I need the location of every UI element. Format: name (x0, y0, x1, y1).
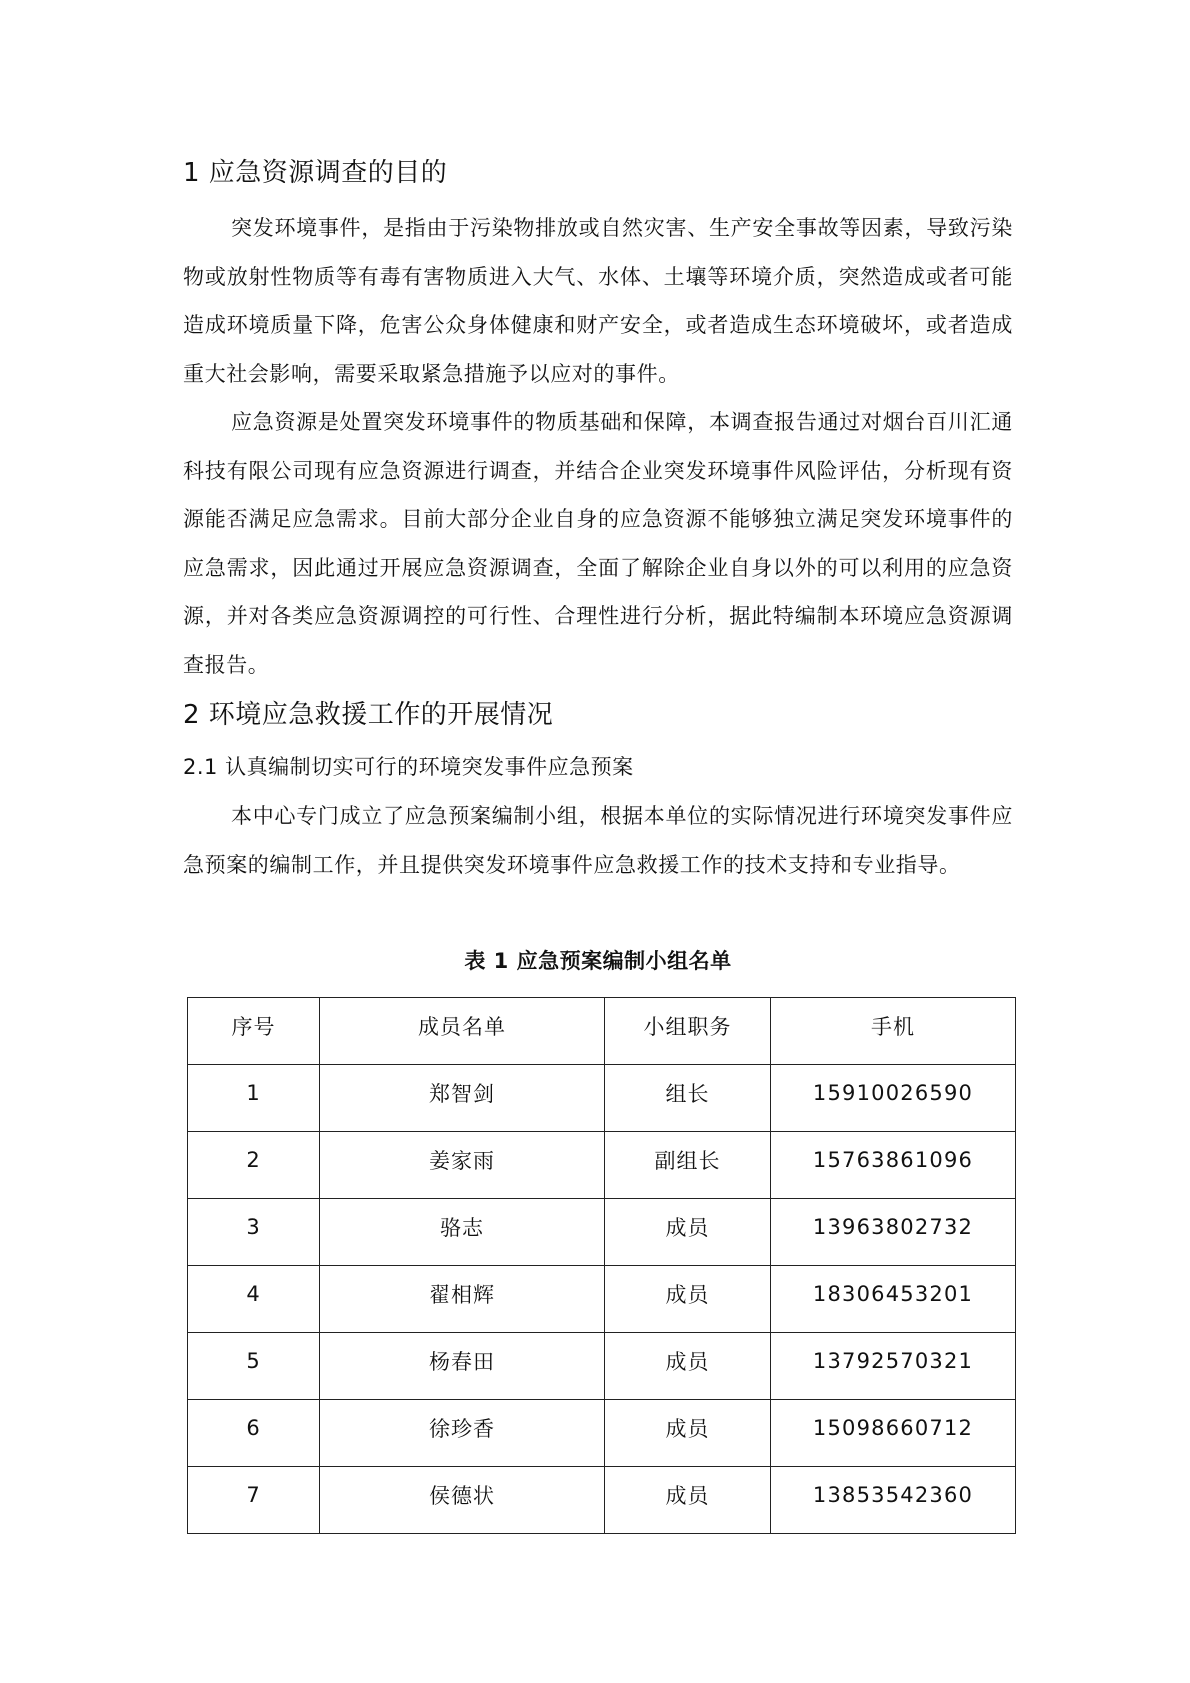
cell-member-name: 翟相辉 (320, 1266, 605, 1333)
cell-member-name: 骆志 (320, 1199, 605, 1266)
header-member-name: 成员名单 (320, 998, 605, 1065)
cell-phone: 13853542360 (771, 1467, 1016, 1534)
table-row (188, 1400, 1016, 1467)
cell-phone: 15763861096 (771, 1132, 1016, 1199)
section-2-1-paragraph: 本中心专门成立了应急预案编制小组，根据本单位的实际情况进行环境突发事件应急预案的编制工作，并且提供突发环境事件应急救援工作的技术支持和专业指导。 (183, 804, 1013, 877)
cell-role: 成员 (605, 1467, 771, 1534)
cell-index: 3 (188, 1199, 320, 1266)
cell-index: 5 (188, 1333, 320, 1400)
cell-role: 成员 (605, 1266, 771, 1333)
cell-role: 组长 (605, 1065, 771, 1132)
cell-phone: 18306453201 (771, 1266, 1016, 1333)
cell-phone: 13792570321 (771, 1333, 1016, 1400)
cell-member-name: 郑智剑 (320, 1065, 605, 1132)
table-row (188, 1266, 1016, 1333)
cell-index: 1 (188, 1065, 320, 1132)
table-row (188, 1199, 1016, 1266)
table-row (188, 1132, 1016, 1199)
section-1-paragraph-1: 突发环境事件，是指由于污染物排放或自然灾害、生产安全事故等因素，导致污染物或放射性物质等有毒有害物质进入大气、水体、土壤等环境介质，突然造成或者可能造成环境质量下降，危害公众身体健康和财产安全，或者造成生态环境破坏，或者造成重大社会影响，需要采取紧急措施予以应对的事件。 (183, 216, 1013, 386)
cell-member-name: 姜家雨 (320, 1132, 605, 1199)
cell-member-name: 侯德状 (320, 1467, 605, 1534)
cell-index: 7 (188, 1467, 320, 1534)
section-2-heading: 2 环境应急救援工作的开展情况 (183, 700, 554, 730)
cell-role: 成员 (605, 1400, 771, 1467)
cell-phone: 15098660712 (771, 1400, 1016, 1467)
cell-index: 6 (188, 1400, 320, 1467)
header-role: 小组职务 (605, 998, 771, 1065)
section-1-heading: 1 应急资源调查的目的 (183, 158, 448, 188)
cell-phone: 13963802732 (771, 1199, 1016, 1266)
section-2-1-heading: 2.1 认真编制切实可行的环境突发事件应急预案 (183, 755, 634, 779)
cell-member-name: 杨春田 (320, 1333, 605, 1400)
table-row (188, 1065, 1016, 1132)
section-1-paragraph-2: 应急资源是处置突发环境事件的物质基础和保障，本调查报告通过对烟台百川汇通科技有限公司现有应急资源进行调查，并结合企业突发环境事件风险评估，分析现有资源能否满足应急需求。目前大部分企业自身的应急资源不能够独立满足突发环境事件的应急需求，因此通过开展应急资源调查，全面了解除企业自身以外的可以利用的应急资源，并对各类应急资源调控的可行性、合理性进行分析，据此特编制本环境应急资源调查报告。 (183, 410, 1013, 677)
cell-index: 4 (188, 1266, 320, 1333)
cell-member-name: 徐珍香 (320, 1400, 605, 1467)
cell-index: 2 (188, 1132, 320, 1199)
table-caption: 表 1 应急预案编制小组名单 (464, 949, 732, 973)
header-index: 序号 (188, 998, 320, 1065)
cell-role: 成员 (605, 1333, 771, 1400)
cell-role: 副组长 (605, 1132, 771, 1199)
cell-role: 成员 (605, 1199, 771, 1266)
member-table (187, 997, 1016, 1534)
table-row (188, 1333, 1016, 1400)
header-phone: 手机 (771, 998, 1016, 1065)
table-row (188, 1467, 1016, 1534)
table-header-row (188, 998, 1016, 1065)
cell-phone: 15910026590 (771, 1065, 1016, 1132)
